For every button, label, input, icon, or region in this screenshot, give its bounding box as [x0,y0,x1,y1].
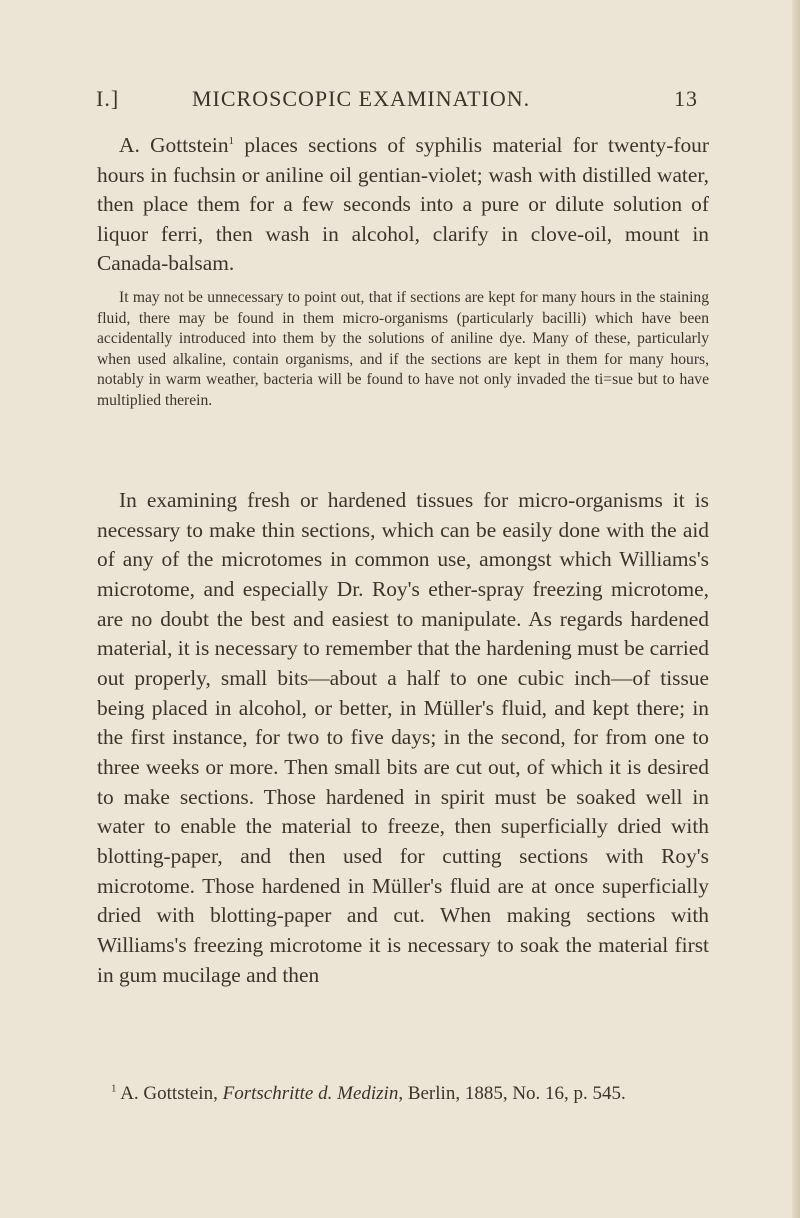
page-edge [792,0,800,1218]
page-number: 13 [674,86,698,111]
running-header [96,86,706,116]
footnote-details: , Berlin, 1885, No. 16, p. 545. [398,1083,626,1104]
note-paragraph: It may not be unnecessary to point out, that if sections are kept for many hours in the staining fluid, there may be found in them micro-organisms (particularly bacilli) which have been accidentally introduced into them by the solutions of aniline dye. Many of these, particularly when used alkaline, contain organisms, and if the sections are kept in them for many hours, notably in warm weather, bacteria will be found to have not only invaded the ti=sue but to have multiplied therein. [97,289,709,409]
footnote [111,1082,711,1106]
section-mark: I.] [96,86,120,111]
paragraph-lead: A. Gottstein [119,133,229,157]
footnote-journal: Fortschritte d. Medizin [222,1083,399,1104]
paragraph-gottstein-method [97,131,709,279]
paragraph-sections: In examining fresh or hardened tissues for micro-organisms it is necessary to make thin sections, which can be easily done with the aid of any of the microtomes in common use, amongst which Williams's microtome, and especially Dr. Roy's ether-spray freezing microtome, are no doubt the best and easiest to manipulate. As regards hardened material, it is necessary to remember that the hardening must be carried out properly, small bits—about a half to one cubic inch—of tissue being placed in alcohol, or better, in Müller's fluid, and kept there; in the first instance, for two to five days; in the second, for from one to three weeks or more. Then small bits are cut out, of which it is desired to make sections. Those hardened in spirit must be soaked well in water to enable the material to freeze, then superficially dried with blotting-paper, and then used for cutting sections with Roy's microtome. Those hardened in Müller's fluid are at once superficially dried with blotting-paper and cut. When making sections with Williams's freezing microtome it is necessary to soak the material first in gum mucilage and then [97,488,709,987]
footnote-author: A. Gottstein, [116,1083,223,1104]
paragraph-text: places sections of syphilis material for twenty-four hours in fuchsin or aniline oil gentian-violet; wash with distilled water, then place them for a few seconds into a pure or dilute solution of liquor ferri, then wash in alcohol, clarify in clove-oil, mount in Canada-balsam. [97,133,709,276]
running-title: MICROSCOPIC EXAMINATION. [192,86,531,111]
footnote-reference: 1 [228,134,235,147]
footnote-marker: 1 [111,1082,117,1095]
